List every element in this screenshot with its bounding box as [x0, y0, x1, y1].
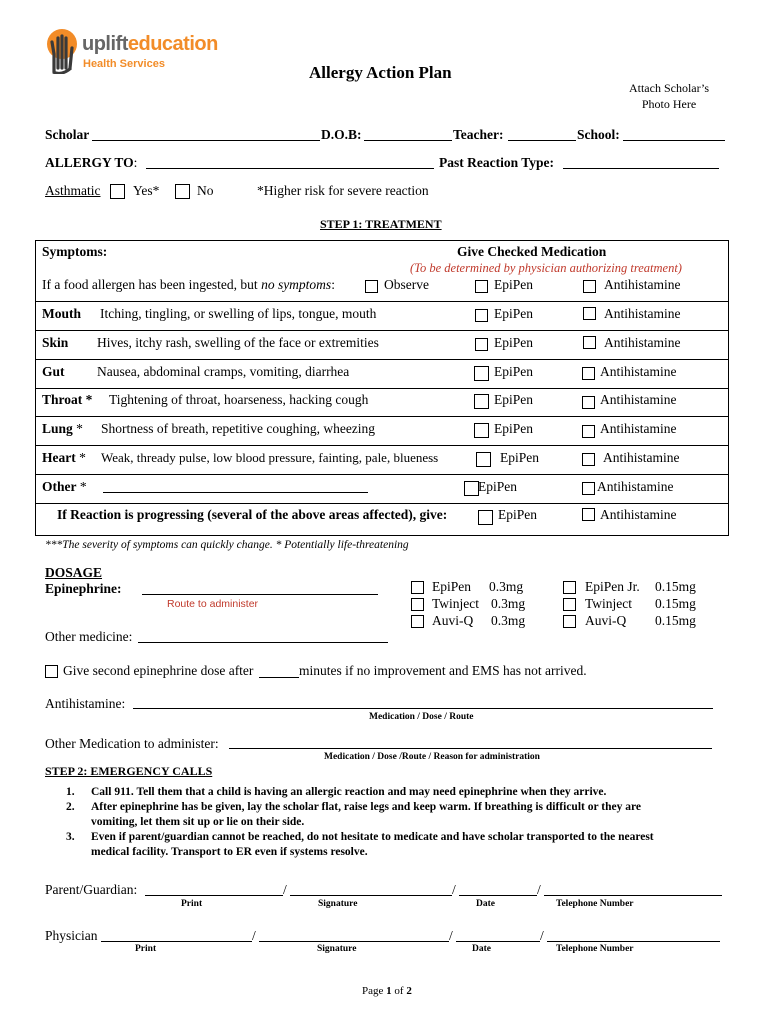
dosage-heading: DOSAGE: [45, 565, 103, 580]
auviq-03-checkbox[interactable]: [411, 615, 424, 628]
step2-item-1-line-1: Call 911. Tell them that a child is having an allergic reaction and may need epinephrine when they arrive.: [91, 786, 607, 798]
skin-symptoms: Hives, itchy rash, swelling of the face or extremities: [97, 335, 379, 350]
parent-slash-2: /: [452, 882, 456, 897]
step2-item-3-num: 3.: [66, 831, 75, 843]
physician-print-field[interactable]: [101, 941, 252, 942]
twinject-03-checkbox[interactable]: [411, 598, 424, 611]
teacher-label: Teacher:: [453, 127, 504, 142]
page-title: Allergy Action Plan: [309, 63, 452, 82]
asthmatic-yes-checkbox[interactable]: [110, 184, 125, 199]
scholar-field[interactable]: [92, 140, 320, 141]
gut-label: Gut: [42, 364, 65, 379]
auviq-03-dose: 0.3mg: [491, 613, 526, 628]
other-name: Other: [42, 479, 77, 494]
parent-date-caption: Date: [476, 899, 495, 909]
lung-epipen-label: EpiPen: [494, 421, 533, 436]
epinephrine-field[interactable]: [142, 594, 378, 595]
parent-print-caption: Print: [181, 899, 203, 909]
other-medication-label: Other Medication to administer:: [45, 736, 219, 751]
food-row-emphasis: no symptoms: [261, 277, 332, 292]
mouth-symptoms: Itching, tingling, or swelling of lips, tongue, mouth: [100, 306, 377, 321]
progressing-antihistamine-label: Antihistamine: [600, 507, 677, 522]
past-reaction-field[interactable]: [563, 168, 719, 169]
observe-label: Observe: [384, 277, 429, 292]
heart-epipen-checkbox[interactable]: [476, 452, 491, 467]
throat-antihistamine-checkbox[interactable]: [582, 396, 595, 409]
lung-symptoms: Shortness of breath, repetitive coughing, wheezing: [101, 421, 376, 436]
food-epipen-label: EpiPen: [494, 277, 533, 292]
gut-antihistamine-checkbox[interactable]: [582, 367, 595, 380]
other-antihistamine-label: Antihistamine: [597, 479, 674, 494]
allergy-to-colon: :: [133, 155, 138, 170]
epipen-03-name: EpiPen: [432, 579, 471, 594]
antihistamine-field[interactable]: [133, 708, 713, 709]
dob-label: D.O.B:: [321, 127, 362, 142]
scholar-label: Scholar: [45, 127, 90, 142]
school-field[interactable]: [623, 140, 725, 141]
observe-checkbox[interactable]: [365, 280, 378, 293]
physician-telephone-caption: Telephone Number: [556, 944, 634, 954]
asthmatic-label: Asthmatic: [45, 183, 101, 198]
other-epipen-checkbox[interactable]: [464, 481, 479, 496]
second-dose-text-a: Give second epinephrine dose after: [63, 663, 254, 678]
food-row-suffix: :: [331, 277, 335, 292]
lung-name: Lung: [42, 421, 73, 436]
school-label: School:: [577, 127, 620, 142]
heart-name: Heart: [42, 450, 76, 465]
parent-signature-caption: Signature: [318, 899, 358, 909]
step2-list: [66, 785, 726, 860]
physician-label: Physician: [45, 928, 98, 943]
food-row-text: [42, 277, 335, 293]
step2-item-2: [66, 800, 726, 830]
food-epipen-checkbox[interactable]: [475, 280, 488, 293]
step2-item-3-line-2: medical facility. Transport to ER even if systems resolve.: [91, 846, 368, 858]
logo-brand-accent: education: [127, 33, 218, 55]
heart-symptoms: Weak, thready pulse, low blood pressure, fainting, pale, blueness: [101, 450, 439, 465]
allergy-to-field[interactable]: [146, 168, 434, 169]
step2-item-2-line-1: After epinephrine has be given, lay the scholar flat, raise legs and keep warm. If breathing is difficult or they are: [91, 801, 641, 813]
photo-note-line-2: Photo Here: [641, 97, 697, 111]
parent-date-field[interactable]: [459, 895, 537, 896]
other-symptoms-field[interactable]: [103, 492, 368, 493]
progressing-epipen-checkbox[interactable]: [478, 510, 493, 525]
logo: [44, 28, 244, 78]
physician-date-field[interactable]: [456, 941, 540, 942]
mouth-epipen-label: EpiPen: [494, 306, 533, 321]
physician-slash-1: /: [252, 928, 256, 943]
allergy-to-text: ALLERGY TO: [45, 155, 134, 170]
mouth-epipen-checkbox[interactable]: [475, 309, 488, 322]
mouth-antihistamine-label: Antihistamine: [604, 306, 681, 321]
progressing-label: If Reaction is progressing (several of the above areas affected), give:: [57, 507, 448, 522]
twinject-015-name: Twinject: [585, 596, 633, 611]
throat-symptoms: Tightening of throat, hoarseness, hacking cough: [109, 392, 369, 407]
step2-item-1-num: 1.: [66, 786, 75, 798]
parent-label: Parent/Guardian:: [45, 882, 138, 897]
logo-subtitle: Health Services: [83, 58, 165, 70]
other-label: [42, 479, 87, 495]
twinject-015-dose: 0.15mg: [655, 596, 696, 611]
allergy-to-label: [45, 155, 137, 171]
give-medication-header: Give Checked Medication: [457, 244, 607, 259]
epipen-jr-015-checkbox[interactable]: [563, 581, 576, 594]
second-dose-text-b: minutes if no improvement and EMS has not arrived.: [299, 663, 587, 678]
page-of: of: [391, 985, 407, 997]
mouth-label: Mouth: [42, 306, 82, 321]
epipen-jr-015-name: EpiPen Jr.: [585, 579, 640, 594]
physician-date-caption: Date: [472, 944, 491, 954]
epinephrine-label: Epinephrine:: [45, 581, 122, 596]
lung-antihistamine-label: Antihistamine: [600, 421, 677, 436]
heart-antihistamine-label: Antihistamine: [603, 450, 680, 465]
step2-heading: STEP 2: EMERGENCY CALLS: [45, 764, 213, 778]
parent-print-field[interactable]: [145, 895, 283, 896]
other-medicine-label: Other medicine:: [45, 629, 133, 644]
other-medication-caption: Medication / Dose /Route / Reason for administration: [324, 752, 540, 762]
skin-label: Skin: [42, 335, 69, 350]
throat-label: Throat *: [42, 392, 93, 407]
antihistamine-caption: Medication / Dose / Route: [369, 712, 474, 722]
gut-epipen-checkbox[interactable]: [474, 366, 489, 381]
page-number: [362, 985, 412, 997]
gut-symptoms: Nausea, abdominal cramps, vomiting, diarrhea: [97, 364, 350, 379]
second-dose-minutes-field[interactable]: [259, 677, 299, 678]
epipen-jr-015-dose: 0.15mg: [655, 579, 696, 594]
heart-label: [42, 450, 86, 466]
throat-antihistamine-label: Antihistamine: [600, 392, 677, 407]
skin-antihistamine-checkbox[interactable]: [583, 336, 596, 349]
physician-signature-field[interactable]: [259, 941, 449, 942]
photo-note-line-1: Attach Scholar’s: [628, 81, 710, 95]
skin-epipen-checkbox[interactable]: [475, 338, 488, 351]
skin-antihistamine-label: Antihistamine: [604, 335, 681, 350]
route-caption: Route to administer: [167, 598, 259, 610]
photo-note: [610, 80, 728, 112]
physician-note: (To be determined by physician authorizing treatment): [410, 261, 682, 275]
step2-item-1: [66, 785, 726, 800]
progressing-antihistamine-checkbox[interactable]: [582, 508, 595, 521]
parent-telephone-field[interactable]: [544, 895, 722, 896]
step2-item-2-line-2: vomiting, let them sit up or lie on their side.: [91, 816, 305, 828]
physician-telephone-field[interactable]: [547, 941, 720, 942]
lung-asterisk: *: [72, 421, 83, 436]
other-medicine-field[interactable]: [138, 642, 388, 643]
physician-print-caption: Print: [135, 944, 157, 954]
past-reaction-label: Past Reaction Type:: [439, 155, 554, 170]
throat-epipen-checkbox[interactable]: [474, 394, 489, 409]
heart-asterisk: *: [75, 450, 86, 465]
lung-antihistamine-checkbox[interactable]: [582, 425, 595, 438]
asthmatic-no-label: No: [197, 183, 214, 198]
asthmatic-yes-label: Yes*: [133, 183, 160, 198]
physician-slash-2: /: [449, 928, 453, 943]
twinject-03-dose: 0.3mg: [491, 596, 526, 611]
page-prefix: Page: [362, 985, 387, 997]
parent-slash-1: /: [283, 882, 287, 897]
page-current: 1: [386, 985, 392, 997]
other-asterisk: *: [76, 479, 87, 494]
mouth-antihistamine-checkbox[interactable]: [583, 307, 596, 320]
gut-antihistamine-label: Antihistamine: [600, 364, 677, 379]
auviq-015-name: Auvi-Q: [585, 613, 627, 628]
parent-slash-3: /: [537, 882, 541, 897]
epipen-03-dose: 0.3mg: [489, 579, 524, 594]
heart-antihistamine-checkbox[interactable]: [582, 453, 595, 466]
auviq-03-name: Auvi-Q: [432, 613, 474, 628]
throat-epipen-label: EpiPen: [494, 392, 533, 407]
food-antihistamine-label: Antihistamine: [604, 277, 681, 292]
logo-brand-plain: uplift: [82, 33, 128, 55]
severity-note: ***The severity of symptoms can quickly change. * Potentially life-threatening: [45, 539, 409, 551]
lung-epipen-checkbox[interactable]: [474, 423, 489, 438]
teacher-field[interactable]: [508, 140, 576, 141]
other-antihistamine-checkbox[interactable]: [582, 482, 595, 495]
logo-hand-icon: [44, 28, 80, 74]
heart-epipen-label: EpiPen: [500, 450, 539, 465]
epipen-03-checkbox[interactable]: [411, 581, 424, 594]
antihistamine-label: Antihistamine:: [45, 696, 126, 711]
gut-epipen-label: EpiPen: [494, 364, 533, 379]
physician-slash-3: /: [540, 928, 544, 943]
asthmatic-no-checkbox[interactable]: [175, 184, 190, 199]
symptoms-header: Symptoms:: [42, 244, 108, 259]
auviq-015-dose: 0.15mg: [655, 613, 696, 628]
parent-signature-field[interactable]: [290, 895, 452, 896]
second-dose-checkbox[interactable]: [45, 665, 58, 678]
step2-item-3: [66, 830, 726, 860]
skin-epipen-label: EpiPen: [494, 335, 533, 350]
auviq-015-checkbox[interactable]: [563, 615, 576, 628]
page-total: 2: [406, 985, 412, 997]
other-epipen-label: EpiPen: [478, 479, 517, 494]
step1-heading: STEP 1: TREATMENT: [320, 217, 442, 231]
lung-label: [42, 421, 83, 437]
step2-item-3-line-1: Even if parent/guardian cannot be reached, do not hesitate to medicate and have scholar transported to the nearest: [91, 831, 654, 843]
food-row-prefix: If a food allergen has been ingested, but: [42, 277, 262, 292]
higher-risk-note: *Higher risk for severe reaction: [257, 183, 429, 198]
progressing-epipen-label: EpiPen: [498, 507, 537, 522]
other-medication-field[interactable]: [229, 748, 712, 749]
food-antihistamine-checkbox[interactable]: [583, 280, 596, 293]
step2-item-2-num: 2.: [66, 801, 75, 813]
dob-field[interactable]: [364, 140, 452, 141]
physician-signature-caption: Signature: [317, 944, 357, 954]
twinject-015-checkbox[interactable]: [563, 598, 576, 611]
twinject-03-name: Twinject: [432, 596, 480, 611]
parent-telephone-caption: Telephone Number: [556, 899, 634, 909]
